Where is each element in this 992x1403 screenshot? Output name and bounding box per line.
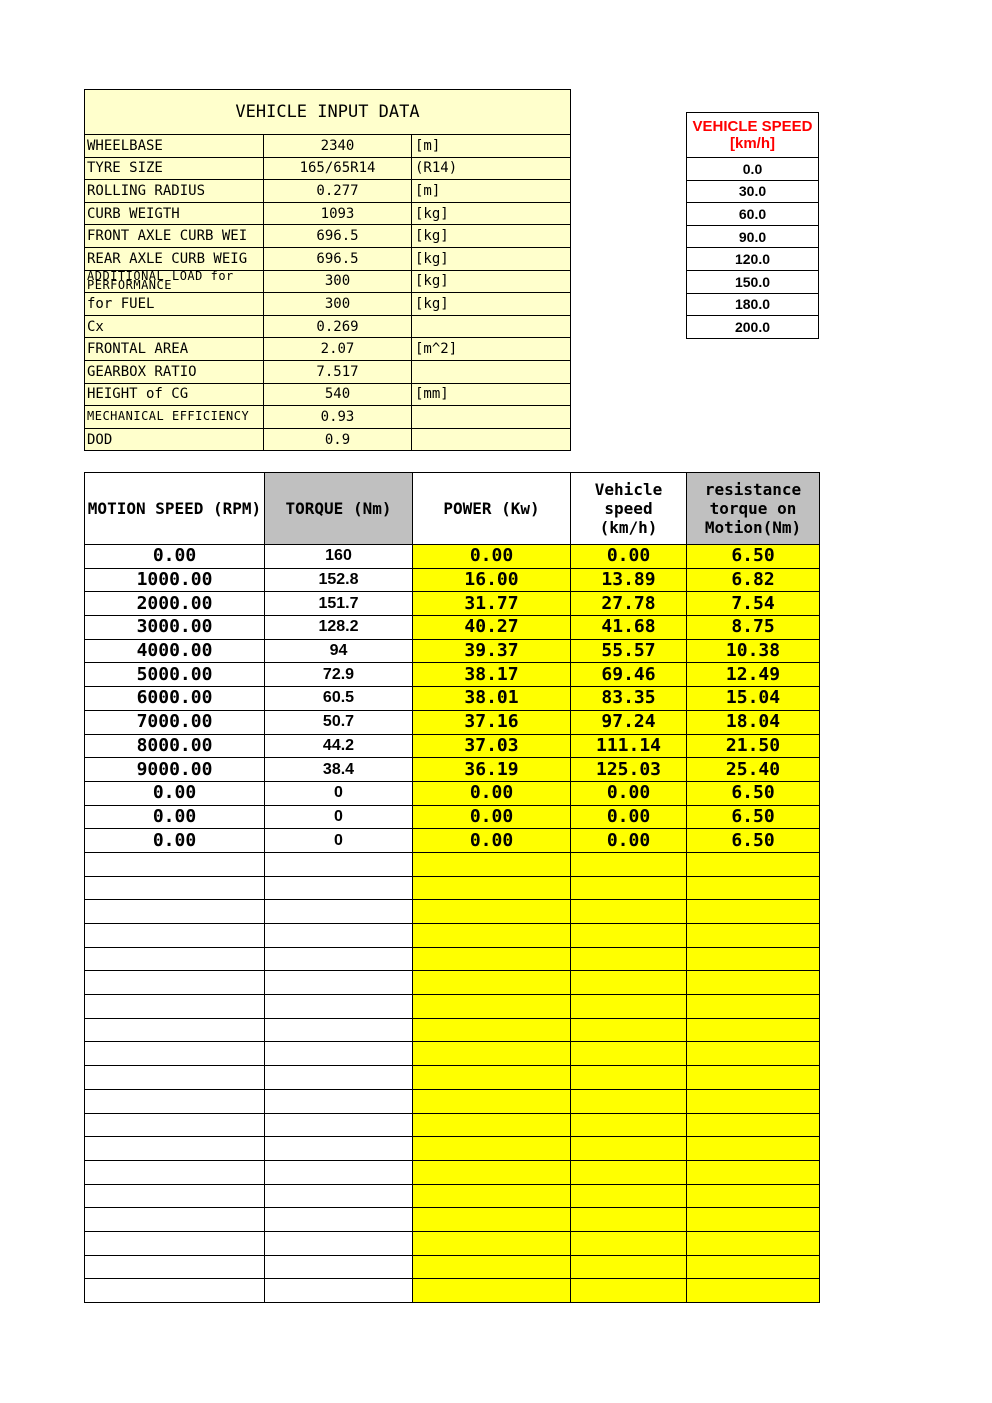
vehicle-speed-cell[interactable]: 0.00 bbox=[571, 829, 687, 853]
resistance-torque-cell[interactable]: 6.50 bbox=[687, 805, 820, 829]
torque-cell[interactable] bbox=[265, 1042, 413, 1066]
input-row bbox=[85, 157, 571, 180]
input-unit: [kg] bbox=[412, 247, 571, 270]
speed-row bbox=[687, 293, 819, 316]
resistance-torque-cell[interactable] bbox=[687, 1231, 820, 1255]
power-cell[interactable] bbox=[413, 1113, 571, 1137]
motion-header-row bbox=[85, 473, 820, 545]
vehicle-speed-value[interactable]: 30.0 bbox=[687, 180, 819, 203]
torque-cell[interactable] bbox=[265, 1231, 413, 1255]
vehicle-speed-cell[interactable] bbox=[571, 1066, 687, 1090]
vehicle-speed-cell[interactable] bbox=[571, 900, 687, 924]
power-cell[interactable] bbox=[413, 971, 571, 995]
input-row bbox=[85, 383, 571, 406]
vehicle-speed-value[interactable]: 200.0 bbox=[687, 316, 819, 339]
torque-cell[interactable]: 152.8 bbox=[265, 568, 413, 592]
input-row bbox=[85, 180, 571, 203]
resistance-torque-cell[interactable] bbox=[687, 1279, 820, 1303]
motion-speed-cell[interactable]: 6000.00 bbox=[85, 687, 265, 711]
torque-cell[interactable]: 72.9 bbox=[265, 663, 413, 687]
input-label: FRONT AXLE CURB WEI bbox=[85, 225, 264, 248]
vehicle-speed-cell[interactable]: 97.24 bbox=[571, 710, 687, 734]
motion-speed-cell[interactable]: 0.00 bbox=[85, 829, 265, 853]
input-unit: [mm] bbox=[412, 383, 571, 406]
vehicle-speed-cell[interactable] bbox=[571, 852, 687, 876]
input-label: Cx bbox=[85, 315, 264, 338]
power-cell[interactable] bbox=[413, 1184, 571, 1208]
power-cell[interactable] bbox=[413, 1042, 571, 1066]
header-power: POWER (Kw) bbox=[413, 473, 571, 545]
input-label: DOD bbox=[85, 428, 264, 451]
resistance-torque-cell[interactable] bbox=[687, 1184, 820, 1208]
vehicle-speed-cell[interactable]: 55.57 bbox=[571, 639, 687, 663]
input-unit bbox=[412, 406, 571, 429]
motion-speed-cell[interactable] bbox=[85, 852, 265, 876]
input-value[interactable]: 0.269 bbox=[264, 315, 412, 338]
power-cell[interactable]: 0.00 bbox=[413, 829, 571, 853]
resistance-torque-cell[interactable]: 18.04 bbox=[687, 710, 820, 734]
input-value[interactable]: 300 bbox=[264, 270, 412, 293]
torque-cell[interactable]: 38.4 bbox=[265, 758, 413, 782]
table-row bbox=[85, 995, 820, 1019]
power-cell[interactable] bbox=[413, 995, 571, 1019]
power-cell[interactable]: 31.77 bbox=[413, 592, 571, 616]
vehicle-speed-cell[interactable]: 41.68 bbox=[571, 616, 687, 640]
torque-cell[interactable]: 0 bbox=[265, 829, 413, 853]
input-unit bbox=[412, 360, 571, 383]
input-unit bbox=[412, 428, 571, 451]
torque-cell[interactable] bbox=[265, 1184, 413, 1208]
table-row bbox=[85, 829, 820, 853]
motion-speed-cell[interactable] bbox=[85, 1279, 265, 1303]
motion-speed-cell[interactable]: 1000.00 bbox=[85, 568, 265, 592]
table-row bbox=[85, 900, 820, 924]
input-value[interactable]: 540 bbox=[264, 383, 412, 406]
input-unit: [kg] bbox=[412, 293, 571, 316]
resistance-torque-cell[interactable]: 21.50 bbox=[687, 734, 820, 758]
input-value[interactable]: 2.07 bbox=[264, 338, 412, 361]
input-value[interactable]: 1093 bbox=[264, 202, 412, 225]
power-cell[interactable]: 16.00 bbox=[413, 568, 571, 592]
table-row bbox=[85, 639, 820, 663]
table-row bbox=[85, 687, 820, 711]
resistance-torque-cell[interactable] bbox=[687, 1042, 820, 1066]
power-cell[interactable] bbox=[413, 1018, 571, 1042]
vehicle-speed-value[interactable]: 180.0 bbox=[687, 293, 819, 316]
table-row bbox=[85, 805, 820, 829]
input-label: FRONTAL AREA bbox=[85, 338, 264, 361]
vehicle-speed-cell[interactable] bbox=[571, 1231, 687, 1255]
resistance-torque-cell[interactable]: 6.50 bbox=[687, 781, 820, 805]
input-label: REAR AXLE CURB WEIG bbox=[85, 247, 264, 270]
speed-row bbox=[687, 158, 819, 181]
vehicle-speed-cell[interactable] bbox=[571, 995, 687, 1019]
motion-speed-cell[interactable]: 4000.00 bbox=[85, 639, 265, 663]
table-row bbox=[85, 1160, 820, 1184]
header-resistance-torque: resistance torque on Motion(Nm) bbox=[687, 473, 820, 545]
input-value[interactable]: 165/65R14 bbox=[264, 157, 412, 180]
table-row bbox=[85, 1066, 820, 1090]
vehicle-speed-cell[interactable]: 83.35 bbox=[571, 687, 687, 711]
power-cell[interactable] bbox=[413, 1137, 571, 1161]
power-cell[interactable] bbox=[413, 924, 571, 948]
vehicle-speed-value[interactable]: 0.0 bbox=[687, 158, 819, 181]
input-label: for FUEL bbox=[85, 293, 264, 316]
torque-cell[interactable]: 0 bbox=[265, 781, 413, 805]
torque-cell[interactable] bbox=[265, 1089, 413, 1113]
motion-speed-cell[interactable] bbox=[85, 1113, 265, 1137]
torque-cell[interactable]: 50.7 bbox=[265, 710, 413, 734]
vehicle-speed-header: VEHICLE SPEED [km/h] bbox=[687, 113, 819, 158]
table-row bbox=[85, 1208, 820, 1232]
resistance-torque-cell[interactable] bbox=[687, 971, 820, 995]
resistance-torque-cell[interactable] bbox=[687, 947, 820, 971]
speed-row bbox=[687, 248, 819, 271]
resistance-torque-cell[interactable]: 6.50 bbox=[687, 829, 820, 853]
resistance-torque-cell[interactable] bbox=[687, 1113, 820, 1137]
torque-cell[interactable] bbox=[265, 852, 413, 876]
motion-speed-cell[interactable] bbox=[85, 1042, 265, 1066]
torque-cell[interactable]: 128.2 bbox=[265, 616, 413, 640]
resistance-torque-cell[interactable] bbox=[687, 1255, 820, 1279]
motion-speed-cell[interactable] bbox=[85, 876, 265, 900]
motion-speed-cell[interactable]: 5000.00 bbox=[85, 663, 265, 687]
torque-cell[interactable] bbox=[265, 900, 413, 924]
power-cell[interactable]: 37.16 bbox=[413, 710, 571, 734]
torque-cell[interactable]: 0 bbox=[265, 805, 413, 829]
input-value[interactable]: 0.93 bbox=[264, 406, 412, 429]
power-cell[interactable] bbox=[413, 1066, 571, 1090]
resistance-torque-cell[interactable] bbox=[687, 852, 820, 876]
input-value[interactable]: 7.517 bbox=[264, 360, 412, 383]
resistance-torque-cell[interactable] bbox=[687, 1208, 820, 1232]
power-cell[interactable]: 36.19 bbox=[413, 758, 571, 782]
power-cell[interactable]: 38.17 bbox=[413, 663, 571, 687]
vehicle-speed-cell[interactable] bbox=[571, 1184, 687, 1208]
input-value[interactable]: 696.5 bbox=[264, 247, 412, 270]
vehicle-speed-value[interactable]: 120.0 bbox=[687, 248, 819, 271]
input-value[interactable]: 696.5 bbox=[264, 225, 412, 248]
motion-speed-cell[interactable] bbox=[85, 1089, 265, 1113]
vehicle-speed-cell[interactable]: 27.78 bbox=[571, 592, 687, 616]
vehicle-speed-table bbox=[686, 112, 819, 339]
table-row bbox=[85, 876, 820, 900]
input-value[interactable]: 2340 bbox=[264, 135, 412, 158]
motion-speed-cell[interactable] bbox=[85, 971, 265, 995]
vehicle-speed-cell[interactable]: 111.14 bbox=[571, 734, 687, 758]
motion-speed-cell[interactable]: 0.00 bbox=[85, 545, 265, 569]
speed-row bbox=[687, 270, 819, 293]
input-row bbox=[85, 135, 571, 158]
torque-cell[interactable] bbox=[265, 1137, 413, 1161]
power-cell[interactable] bbox=[413, 876, 571, 900]
header-torque: TORQUE (Nm) bbox=[265, 473, 413, 545]
speed-row bbox=[687, 316, 819, 339]
power-cell[interactable]: 37.03 bbox=[413, 734, 571, 758]
input-unit: [kg] bbox=[412, 202, 571, 225]
input-unit: [m^2] bbox=[412, 338, 571, 361]
input-label: MECHANICAL EFFICIENCY bbox=[85, 406, 264, 429]
motion-speed-cell[interactable] bbox=[85, 1208, 265, 1232]
motion-speed-cell[interactable] bbox=[85, 947, 265, 971]
header-motion-speed: MOTION SPEED (RPM) bbox=[85, 473, 265, 545]
vehicle-speed-cell[interactable] bbox=[571, 1113, 687, 1137]
power-cell[interactable] bbox=[413, 1231, 571, 1255]
vehicle-speed-cell[interactable] bbox=[571, 947, 687, 971]
vehicle-speed-value[interactable]: 90.0 bbox=[687, 225, 819, 248]
power-cell[interactable] bbox=[413, 1089, 571, 1113]
vehicle-speed-value[interactable]: 150.0 bbox=[687, 270, 819, 293]
torque-cell[interactable]: 160 bbox=[265, 545, 413, 569]
speed-header-row bbox=[687, 113, 819, 158]
table-row bbox=[85, 1231, 820, 1255]
power-cell[interactable]: 38.01 bbox=[413, 687, 571, 711]
table-row bbox=[85, 947, 820, 971]
speed-row bbox=[687, 180, 819, 203]
input-label: ROLLING RADIUS bbox=[85, 180, 264, 203]
input-unit: (R14) bbox=[412, 157, 571, 180]
table-row bbox=[85, 568, 820, 592]
motion-speed-cell[interactable]: 3000.00 bbox=[85, 616, 265, 640]
input-unit: [m] bbox=[412, 135, 571, 158]
torque-cell[interactable] bbox=[265, 947, 413, 971]
speed-row bbox=[687, 203, 819, 226]
input-table-title: VEHICLE INPUT DATA bbox=[85, 90, 571, 135]
table-row bbox=[85, 616, 820, 640]
resistance-torque-cell[interactable] bbox=[687, 924, 820, 948]
resistance-torque-cell[interactable] bbox=[687, 900, 820, 924]
resistance-torque-cell[interactable]: 6.82 bbox=[687, 568, 820, 592]
input-unit: [kg] bbox=[412, 270, 571, 293]
input-row bbox=[85, 428, 571, 451]
motion-speed-cell[interactable] bbox=[85, 924, 265, 948]
torque-cell[interactable] bbox=[265, 1279, 413, 1303]
table-row bbox=[85, 592, 820, 616]
resistance-torque-cell[interactable] bbox=[687, 1018, 820, 1042]
torque-cell[interactable]: 60.5 bbox=[265, 687, 413, 711]
resistance-torque-cell[interactable]: 8.75 bbox=[687, 616, 820, 640]
motion-speed-cell[interactable] bbox=[85, 1160, 265, 1184]
table-row bbox=[85, 924, 820, 948]
vehicle-speed-cell[interactable]: 0.00 bbox=[571, 805, 687, 829]
input-row bbox=[85, 247, 571, 270]
resistance-torque-cell[interactable]: 15.04 bbox=[687, 687, 820, 711]
power-cell[interactable] bbox=[413, 852, 571, 876]
torque-cell[interactable]: 94 bbox=[265, 639, 413, 663]
torque-cell[interactable] bbox=[265, 1066, 413, 1090]
input-unit: [m] bbox=[412, 180, 571, 203]
resistance-torque-cell[interactable] bbox=[687, 1089, 820, 1113]
input-row bbox=[85, 293, 571, 316]
table-row bbox=[85, 1184, 820, 1208]
header-vehicle-speed: Vehicle speed (km/h) bbox=[571, 473, 687, 545]
torque-cell[interactable] bbox=[265, 1255, 413, 1279]
motion-speed-cell[interactable]: 8000.00 bbox=[85, 734, 265, 758]
motion-speed-cell[interactable] bbox=[85, 1137, 265, 1161]
power-cell[interactable]: 0.00 bbox=[413, 805, 571, 829]
input-label: WHEELBASE bbox=[85, 135, 264, 158]
torque-cell[interactable] bbox=[265, 1208, 413, 1232]
input-unit bbox=[412, 315, 571, 338]
vehicle-speed-cell[interactable] bbox=[571, 1160, 687, 1184]
motion-speed-cell[interactable]: 7000.00 bbox=[85, 710, 265, 734]
motion-speed-cell[interactable] bbox=[85, 1018, 265, 1042]
vehicle-speed-cell[interactable] bbox=[571, 876, 687, 900]
table-row bbox=[85, 971, 820, 995]
input-row bbox=[85, 202, 571, 225]
input-title-row bbox=[85, 90, 571, 135]
vehicle-speed-value[interactable]: 60.0 bbox=[687, 203, 819, 226]
motion-speed-cell[interactable]: 2000.00 bbox=[85, 592, 265, 616]
input-row bbox=[85, 315, 571, 338]
power-cell[interactable]: 0.00 bbox=[413, 545, 571, 569]
motion-speed-cell[interactable] bbox=[85, 995, 265, 1019]
torque-cell[interactable] bbox=[265, 924, 413, 948]
motion-speed-cell[interactable] bbox=[85, 900, 265, 924]
input-value[interactable]: 300 bbox=[264, 293, 412, 316]
table-row bbox=[85, 734, 820, 758]
input-row bbox=[85, 270, 571, 293]
vehicle-speed-cell[interactable] bbox=[571, 1089, 687, 1113]
table-row bbox=[85, 1137, 820, 1161]
vehicle-speed-cell[interactable] bbox=[571, 1042, 687, 1066]
vehicle-speed-cell[interactable] bbox=[571, 1255, 687, 1279]
vehicle-speed-cell[interactable] bbox=[571, 1279, 687, 1303]
input-label: HEIGHT of CG bbox=[85, 383, 264, 406]
table-row bbox=[85, 852, 820, 876]
input-unit: [kg] bbox=[412, 225, 571, 248]
motion-speed-cell[interactable]: 0.00 bbox=[85, 805, 265, 829]
power-cell[interactable] bbox=[413, 1208, 571, 1232]
vehicle-speed-cell[interactable] bbox=[571, 1018, 687, 1042]
torque-cell[interactable] bbox=[265, 995, 413, 1019]
vehicle-speed-cell[interactable]: 13.89 bbox=[571, 568, 687, 592]
resistance-torque-cell[interactable] bbox=[687, 1066, 820, 1090]
vehicle-speed-cell[interactable] bbox=[571, 924, 687, 948]
motion-data-table bbox=[84, 472, 820, 1303]
table-row bbox=[85, 1255, 820, 1279]
torque-cell[interactable] bbox=[265, 1113, 413, 1137]
resistance-torque-cell[interactable]: 12.49 bbox=[687, 663, 820, 687]
power-cell[interactable] bbox=[413, 1279, 571, 1303]
input-value[interactable]: 0.277 bbox=[264, 180, 412, 203]
torque-cell[interactable] bbox=[265, 971, 413, 995]
vehicle-speed-cell[interactable]: 0.00 bbox=[571, 545, 687, 569]
torque-cell[interactable]: 151.7 bbox=[265, 592, 413, 616]
input-label: TYRE SIZE bbox=[85, 157, 264, 180]
table-row bbox=[85, 1113, 820, 1137]
motion-speed-cell[interactable]: 0.00 bbox=[85, 781, 265, 805]
motion-speed-cell[interactable] bbox=[85, 1231, 265, 1255]
motion-speed-cell[interactable]: 9000.00 bbox=[85, 758, 265, 782]
vehicle-speed-cell[interactable]: 125.03 bbox=[571, 758, 687, 782]
input-value[interactable]: 0.9 bbox=[264, 428, 412, 451]
resistance-torque-cell[interactable]: 10.38 bbox=[687, 639, 820, 663]
resistance-torque-cell[interactable]: 25.40 bbox=[687, 758, 820, 782]
power-cell[interactable] bbox=[413, 900, 571, 924]
resistance-torque-cell[interactable] bbox=[687, 995, 820, 1019]
table-row bbox=[85, 663, 820, 687]
input-label: ADDITIONAL LOAD for PERFORMANCE bbox=[85, 270, 264, 293]
input-row bbox=[85, 406, 571, 429]
power-cell[interactable]: 0.00 bbox=[413, 781, 571, 805]
torque-cell[interactable] bbox=[265, 1160, 413, 1184]
resistance-torque-cell[interactable] bbox=[687, 1160, 820, 1184]
motion-speed-cell[interactable] bbox=[85, 1255, 265, 1279]
power-cell[interactable]: 39.37 bbox=[413, 639, 571, 663]
vehicle-speed-cell[interactable] bbox=[571, 971, 687, 995]
table-row bbox=[85, 710, 820, 734]
input-row bbox=[85, 360, 571, 383]
input-row bbox=[85, 338, 571, 361]
motion-speed-cell[interactable] bbox=[85, 1066, 265, 1090]
input-row bbox=[85, 225, 571, 248]
resistance-torque-cell[interactable]: 6.50 bbox=[687, 545, 820, 569]
table-row bbox=[85, 781, 820, 805]
table-row bbox=[85, 1042, 820, 1066]
vehicle-speed-cell[interactable] bbox=[571, 1208, 687, 1232]
power-cell[interactable]: 40.27 bbox=[413, 616, 571, 640]
power-cell[interactable] bbox=[413, 1255, 571, 1279]
speed-row bbox=[687, 225, 819, 248]
input-label: GEARBOX RATIO bbox=[85, 360, 264, 383]
input-label: CURB WEIGTH bbox=[85, 202, 264, 225]
table-row bbox=[85, 1018, 820, 1042]
table-row bbox=[85, 1089, 820, 1113]
vehicle-speed-cell[interactable]: 69.46 bbox=[571, 663, 687, 687]
vehicle-input-table bbox=[84, 89, 571, 451]
table-row bbox=[85, 1279, 820, 1303]
resistance-torque-cell[interactable] bbox=[687, 1137, 820, 1161]
torque-cell[interactable]: 44.2 bbox=[265, 734, 413, 758]
torque-cell[interactable] bbox=[265, 1018, 413, 1042]
resistance-torque-cell[interactable] bbox=[687, 876, 820, 900]
power-cell[interactable] bbox=[413, 947, 571, 971]
vehicle-speed-cell[interactable] bbox=[571, 1137, 687, 1161]
vehicle-speed-cell[interactable]: 0.00 bbox=[571, 781, 687, 805]
table-row bbox=[85, 758, 820, 782]
torque-cell[interactable] bbox=[265, 876, 413, 900]
table-row bbox=[85, 545, 820, 569]
resistance-torque-cell[interactable]: 7.54 bbox=[687, 592, 820, 616]
motion-speed-cell[interactable] bbox=[85, 1184, 265, 1208]
power-cell[interactable] bbox=[413, 1160, 571, 1184]
